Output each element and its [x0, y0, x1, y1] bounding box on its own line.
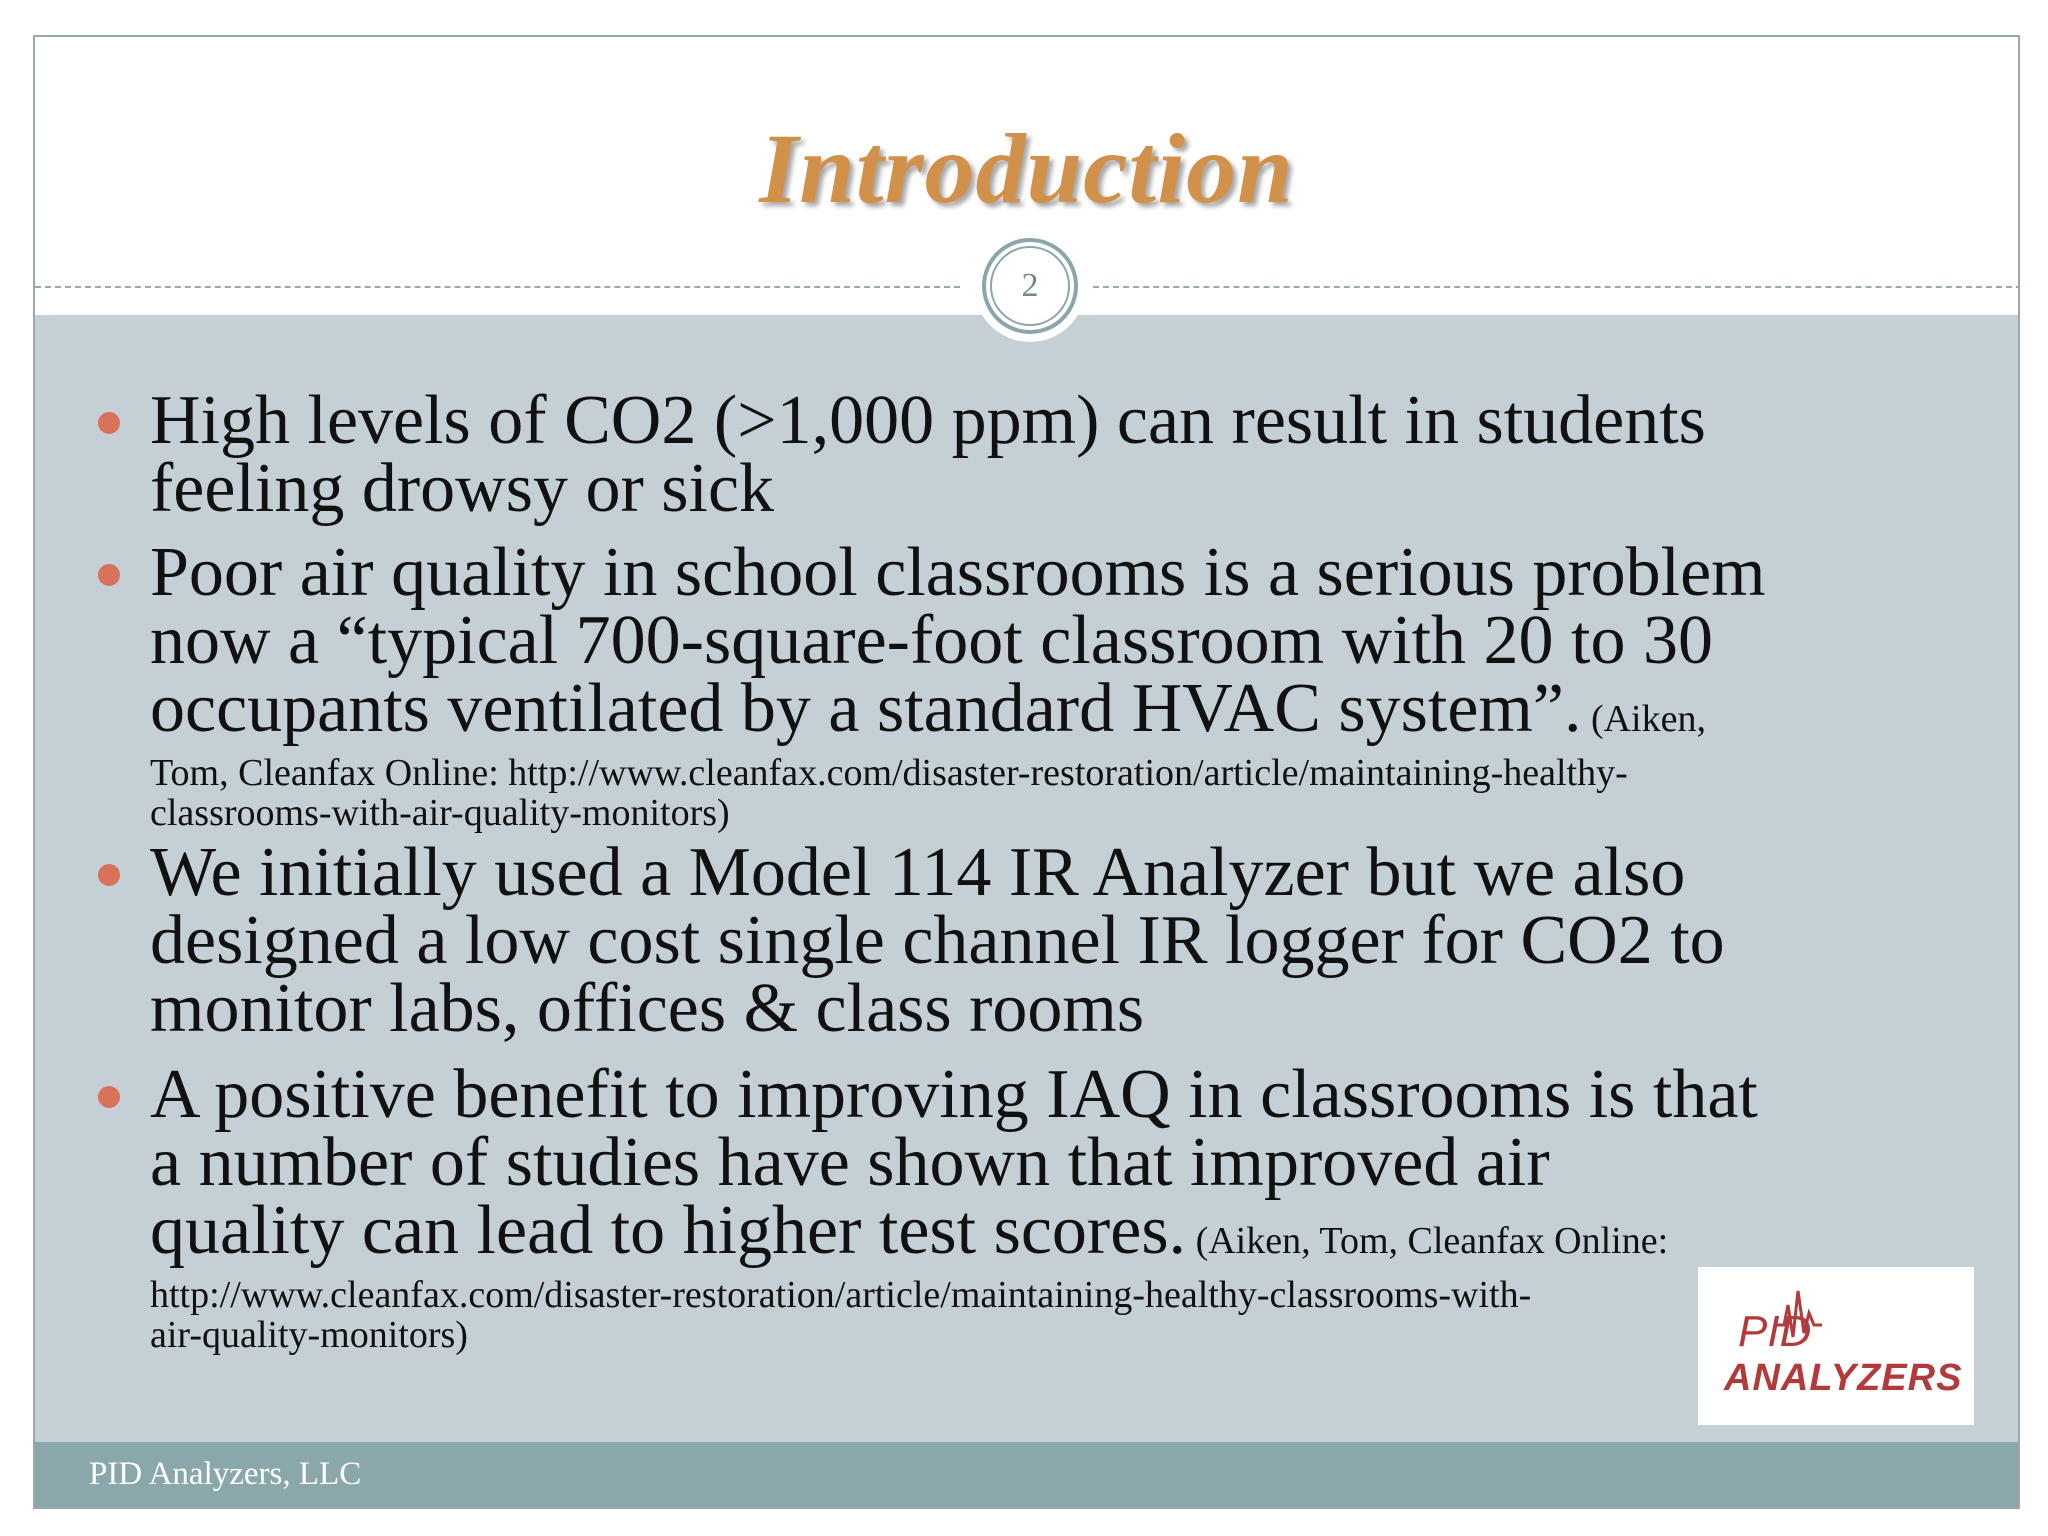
bullet-line: monitor labs, offices & class rooms — [150, 970, 1145, 1047]
bullet-line: a number of studies have shown that improved air — [150, 1124, 1550, 1201]
bullet-dot-icon — [98, 564, 120, 586]
bullet-line: A positive benefit to improving IAQ in classrooms is that — [150, 1056, 1758, 1133]
bullet-line-text: quality can lead to higher test scores. — [150, 1192, 1187, 1269]
bullet-line: We initially used a Model 114 IR Analyzer but we also — [150, 834, 1686, 911]
logo-text-bottom: ANALYZERS — [1724, 1357, 1963, 1399]
bullet-item — [150, 534, 2010, 834]
bullet-item — [150, 834, 2010, 1047]
title-divider-right — [1093, 286, 2020, 288]
citation-line: classrooms-with-air-quality-monitors) — [150, 792, 730, 834]
bullet-line: feeling drowsy or sick — [150, 450, 775, 527]
citation-start: (Aiken, Tom, Cleanfax Online: — [1186, 1220, 1669, 1262]
bullet-line — [150, 1192, 2010, 1275]
bullet-item — [150, 382, 2010, 527]
slide — [33, 35, 2020, 1509]
title-divider-left — [35, 286, 960, 288]
citation-line: air-quality-monitors) — [150, 1314, 468, 1356]
bullet-line: High levels of CO2 (>1,000 ppm) can result in students — [150, 382, 1706, 459]
bullet-dot-icon — [98, 1086, 120, 1108]
bullet-line: designed a low cost single channel IR logger for CO2 to — [150, 902, 1725, 979]
bullet-line-text: occupants ventilated by a standard HVAC system”. — [150, 670, 1582, 747]
logo-text-top: PID — [1738, 1307, 1812, 1356]
footer-company: PID Analyzers, LLC — [89, 1456, 362, 1492]
bullet-dot-icon — [98, 412, 120, 434]
page-number: 2 — [990, 246, 1070, 326]
citation-line: http://www.cleanfax.com/disaster-restoration/article/maintaining-healthy-classrooms-with- — [150, 1274, 1532, 1316]
bullet-line: now a “typical 700-square-foot classroom with 20 to 30 — [150, 602, 1713, 679]
citation-start: (Aiken, — [1581, 698, 1706, 740]
bullet-dot-icon — [98, 864, 120, 886]
company-logo — [1698, 1267, 1974, 1425]
slide-title: Introduction — [759, 113, 1294, 224]
bullet-line — [150, 670, 2010, 753]
bullet-line: Poor air quality in school classrooms is a serious problem — [150, 534, 1766, 611]
footer-bar — [35, 1442, 2018, 1509]
page-number-badge — [974, 230, 1086, 342]
citation-line: Tom, Cleanfax Online: http://www.cleanfax.com/disaster-restoration/article/maintaining-healthy- — [150, 752, 1628, 794]
